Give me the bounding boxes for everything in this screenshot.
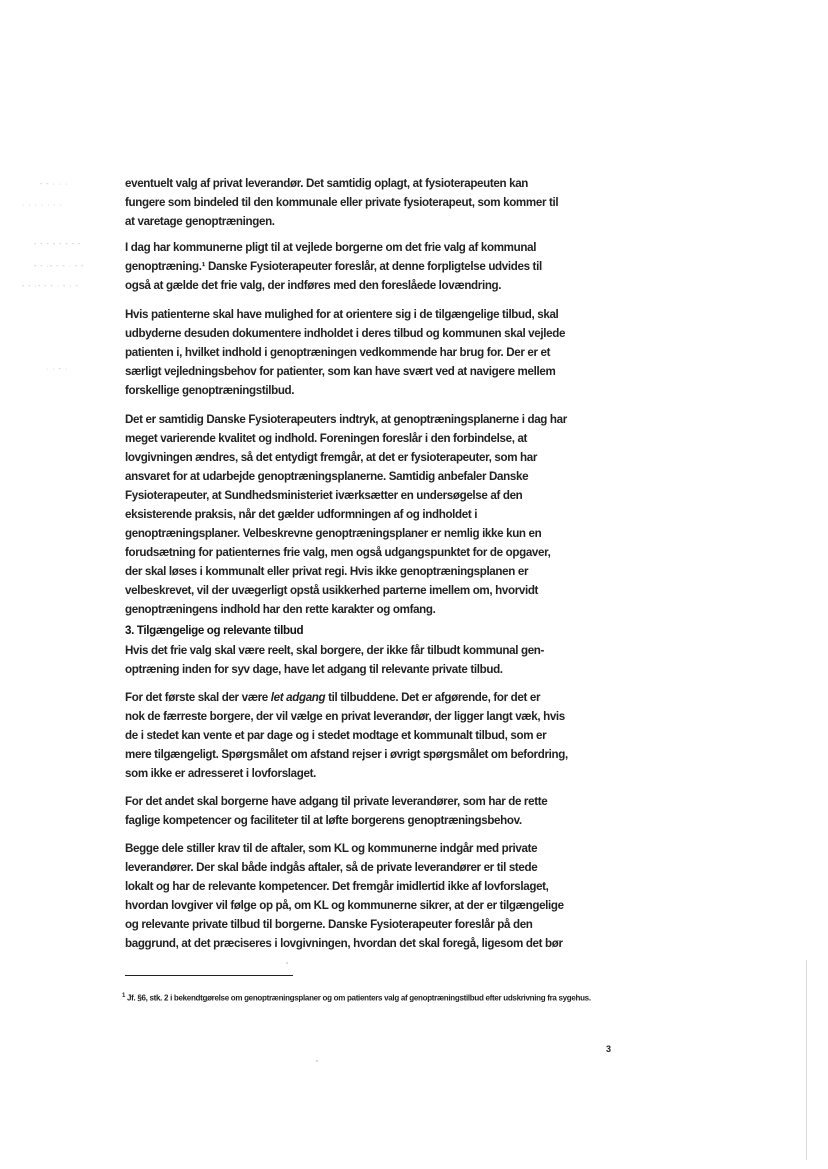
- text-line-with-italic: [125, 688, 625, 707]
- text-segment: For det første skal der være: [125, 691, 271, 704]
- section-heading: 3. Tilgængelige og relevante tilbud: [125, 624, 304, 637]
- text-line: baggrund, at det præciseres i lovgivningen, hvordan det skal foregå, ligesom det bør: [125, 937, 563, 950]
- paragraph-5: [125, 641, 625, 679]
- footnote-text: Jf. §6, stk. 2 i bekendtgørelse om genoptræningsplaner og om patienters valg af genoptræningstilbud efter udskrivning fra sygehus.: [126, 993, 591, 1003]
- paragraph-7: [125, 792, 625, 830]
- text-line: udbyderne desuden dokumentere indholdet i deres tilbud og kommunen skal vejlede: [125, 327, 566, 340]
- text-line: genoptræning.¹ Danske Fysioterapeuter foreslår, at denne forpligtelse udvides til: [125, 260, 542, 273]
- footnote-separator: [125, 975, 293, 976]
- text-line: Det er samtidig Danske Fysioterapeuters indtryk, at genoptræningsplanerne i dag har: [125, 413, 567, 426]
- scan-edge-line: [806, 960, 807, 1160]
- text-line: eksisterende praksis, når det gælder udformningen af og indholdet i: [125, 508, 478, 521]
- text-line: hvordan lovgiver vil følge op på, om KL og kommunerne sikrer, at der er tilgængelige: [125, 899, 564, 912]
- text-line: at varetage genoptræningen.: [125, 215, 275, 228]
- text-line: særligt vejledningsbehov for patienter, som kan have svært ved at navigere mellem: [125, 365, 556, 378]
- text-line: nok de færreste borgere, der vil vælge en privat leverandør, der ligger langt væk, hvis: [125, 710, 565, 723]
- paragraph-1: [125, 174, 625, 231]
- text-line: ansvaret for at udarbejde genoptræningsplanerne. Samtidig anbefaler Danske: [125, 470, 529, 483]
- paragraph-8: [125, 839, 625, 953]
- text-line: forudsætning for patienternes frie valg, men også udgangspunktet for de opgaver,: [125, 546, 551, 559]
- text-line: og relevante private tilbud til borgerne. Danske Fysioterapeuter foreslår på den: [125, 918, 533, 931]
- text-line: Hvis det frie valg skal være reelt, skal borgere, der ikke får tilbudt kommunal gen-: [125, 644, 545, 657]
- scan-artifact: · · · · · · ·: [22, 202, 63, 209]
- text-line: leverandører. Der skal både indgås aftaler, så de private leverandører er til stede: [125, 861, 538, 874]
- text-line: faglige kompetencer og faciliteter til at løfte borgerens genoptræningsbehov.: [125, 814, 522, 827]
- text-line: For det andet skal borgerne have adgang til private leverandører, som har de rette: [125, 795, 548, 808]
- scan-artifact: - - · · ·: [40, 181, 69, 188]
- text-line: som ikke er adresseret i lovforslaget.: [125, 767, 316, 780]
- scan-dot: [286, 962, 288, 964]
- page-number: 3: [606, 1044, 612, 1054]
- scan-artifact: - - ·- - - · - · -: [22, 283, 79, 290]
- paragraph-3: [125, 305, 625, 400]
- footnote-marker: 1: [122, 993, 126, 999]
- text-line: forskellige genoptræningstilbud.: [125, 384, 295, 397]
- text-line: I dag har kommunerne pligt til at vejlede borgerne om det frie valg af kommunal: [125, 241, 537, 254]
- paragraph-2: [125, 238, 625, 295]
- text-line: Fysioterapeuter, at Sundhedsministeriet iværksætter en undersøgelse af den: [125, 489, 523, 502]
- text-line: genoptræningsplaner. Velbeskrevne genoptræningsplaner er nemlig ikke kun en: [125, 527, 542, 540]
- text-line: fungere som bindeled til den kommunale eller private fysioterapeut, som kommer til: [125, 196, 559, 209]
- text-line: Begge dele stiller krav til de aftaler, som KL og kommunerne indgår med private: [125, 842, 538, 855]
- text-line: de i stedet kan vente et par dage og i stedet modtage et kommunalt tilbud, som er: [125, 729, 547, 742]
- text-line: genoptræningens indhold har den rette karakter og omfang.: [125, 603, 436, 616]
- footnote: [122, 990, 592, 1005]
- scan-artifact: - - ·- - - · - -: [34, 263, 85, 270]
- text-line: eventuelt valg af privat leverandør. Det samtidig oplagt, at fysioterapeuten kan: [125, 177, 529, 190]
- text-line: lovgivningen ændres, så det entydigt fremgår, at det er fysioterapeuter, som har: [125, 451, 538, 464]
- paragraph-4: [125, 410, 625, 619]
- text-line: velbeskrevet, vil der uvægerligt opstå usikkerhed parterne imellem om, hvorvidt: [125, 584, 539, 597]
- text-line: optræning inden for syv dage, have let adgang til relevante private tilbud.: [125, 663, 503, 676]
- scan-artifact: - - - - - - - -: [34, 241, 82, 248]
- text-line: lokalt og har de relevante kompetencer. Det fremgår imidlertid ikke af lovforslaget,: [125, 880, 549, 893]
- text-line: Hvis patienterne skal have mulighed for at orientere sig i de tilgængelige tilbud, skal: [125, 308, 559, 321]
- text-segment: til tilbuddene. Det er afgørende, for det er: [325, 691, 541, 704]
- italic-phrase: let adgang: [270, 691, 326, 704]
- text-line: der skal løses i kommunalt eller privat regi. Hvis ikke genoptræningsplanen er: [125, 565, 529, 578]
- text-line: også at gælde det frie valg, der indføres med den foreslåede lovændring.: [125, 279, 502, 292]
- scan-dot: [316, 1060, 318, 1062]
- text-line: meget varierende kvalitet og indhold. Foreningen foreslår i den forbindelse, at: [125, 432, 528, 445]
- text-line: patienten i, hvilket indhold i genoptræningen vedkommende har brug for. Der er et: [125, 346, 551, 359]
- text-line: mere tilgængeligt. Spørgsmålet om afstand rejser i øvrigt spørgsmålet om befordring,: [125, 748, 568, 761]
- paragraph-6: [125, 688, 625, 783]
- scan-artifact: · · - ·: [46, 366, 69, 373]
